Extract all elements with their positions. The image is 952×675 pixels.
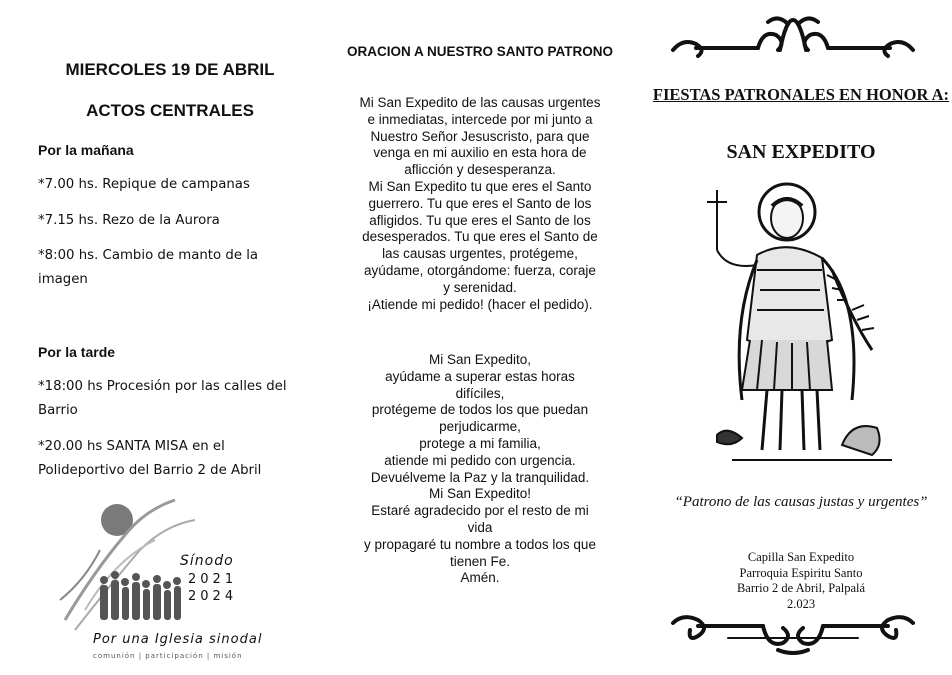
schedule-item: *20.00 hs SANTA MISA en el Polideportivo del Barrio 2 de Abril (38, 439, 262, 478)
prayer-line: tienen Fe. (449, 553, 511, 569)
prayer-line: y propagaré tu nombre a todos los que (364, 536, 596, 552)
central-acts-title: ACTOS CENTRALES (86, 101, 254, 120)
prayer-second (330, 352, 630, 587)
schedule-item: *8:00 hs. Cambio de manto de la imagen (38, 248, 259, 287)
prayer-line: aflicción y desesperanza. (404, 162, 556, 178)
prayer-line: venga en mi auxilio en esta hora de (373, 145, 587, 161)
prayer-line: desesperados. Tu que eres el Santo de (362, 229, 598, 245)
logo-subtagline: comunión | participación | misión (93, 652, 243, 660)
event-date-title: MIERCOLES 19 DE ABRIL (65, 60, 275, 79)
logo-synod-word: Sínodo (180, 553, 234, 569)
prayer-line: vida (467, 519, 493, 535)
prayer-line: ayúdame a superar estas horas (385, 368, 575, 384)
prayer-line: Estaré agradecido por el resto de mi (371, 503, 589, 519)
logo-year-start: 2021 (188, 572, 238, 587)
prayer-line: Devuélveme la Paz y la tranquilidad. (370, 469, 590, 485)
prayer-line: afligidos. Tu que eres el Santo de los (369, 212, 591, 228)
saint-expedito-image-icon (702, 180, 902, 475)
year: 2.023 (786, 596, 816, 611)
prayer-line: y serenidad. (443, 279, 517, 295)
left-panel (0, 0, 316, 674)
festival-heading: FIESTAS PATRONALES EN HONOR A: (652, 85, 950, 104)
bottom-ornament-icon (668, 608, 918, 658)
neighborhood-location: Barrio 2 de Abril, Palpalá (736, 581, 866, 595)
morning-label: Por la mañana (38, 142, 134, 158)
prayer-line: Mi San Expedito tu que eres el Santo (368, 178, 592, 194)
prayer-line: Mi San Expedito! (428, 486, 532, 502)
prayer-line: Mi San Expedito, (428, 352, 532, 367)
prayer-line: protégeme de todos los que puedan (371, 402, 589, 418)
prayer-title: ORACION A NUESTRO SANTO PATRONO (346, 44, 613, 59)
prayer-line: difíciles, (455, 385, 505, 401)
right-panel (650, 0, 952, 674)
prayer-line: e inmediatas, intercede por mi junto a (367, 111, 593, 127)
prayer-line: atiende mi pedido con urgencia. (384, 452, 576, 468)
synod-logo (55, 490, 285, 670)
prayer-line: ¡Atiende mi pedido! (hacer el pedido). (367, 296, 593, 312)
chapel-name: Capilla San Expedito (747, 550, 855, 564)
patron-quote: “Patrono de las causas justas y urgentes” (674, 494, 928, 510)
prayer-line: Amén. (460, 570, 500, 586)
prayer-line: protege a mi familia, (419, 435, 541, 451)
logo-year-end: 2024 (188, 589, 238, 604)
prayer-line: guerrero. Tu que eres el Santo de los (368, 195, 592, 211)
prayer-line: las causas urgentes, protégeme, (382, 246, 578, 262)
schedule-item: *18:00 hs Procesión por las calles del Barrio (38, 379, 287, 418)
schedule-item: *7.00 hs. Repique de campanas (38, 177, 250, 192)
prayer-first (330, 95, 630, 313)
prayer-line: Mi San Expedito de las causas urgentes (359, 95, 601, 110)
prayer-line: Nuestro Señor Jesuscristo, para que (370, 128, 590, 144)
schedule-item: *7.15 hs. Rezo de la Aurora (38, 213, 220, 228)
saint-name: SAN EXPEDITO (726, 141, 876, 163)
logo-tagline: Por una Iglesia sinodal (93, 632, 263, 647)
middle-panel (330, 0, 630, 674)
prayer-line: ayúdame, otorgándome: fuerza, coraje (364, 262, 596, 278)
prayer-line: perjudicarme, (439, 419, 521, 435)
afternoon-label: Por la tarde (38, 344, 116, 360)
chapel-info (650, 550, 952, 612)
top-ornament-icon (668, 10, 918, 65)
parish-name: Parroquia Espiritu Santo (739, 565, 863, 580)
